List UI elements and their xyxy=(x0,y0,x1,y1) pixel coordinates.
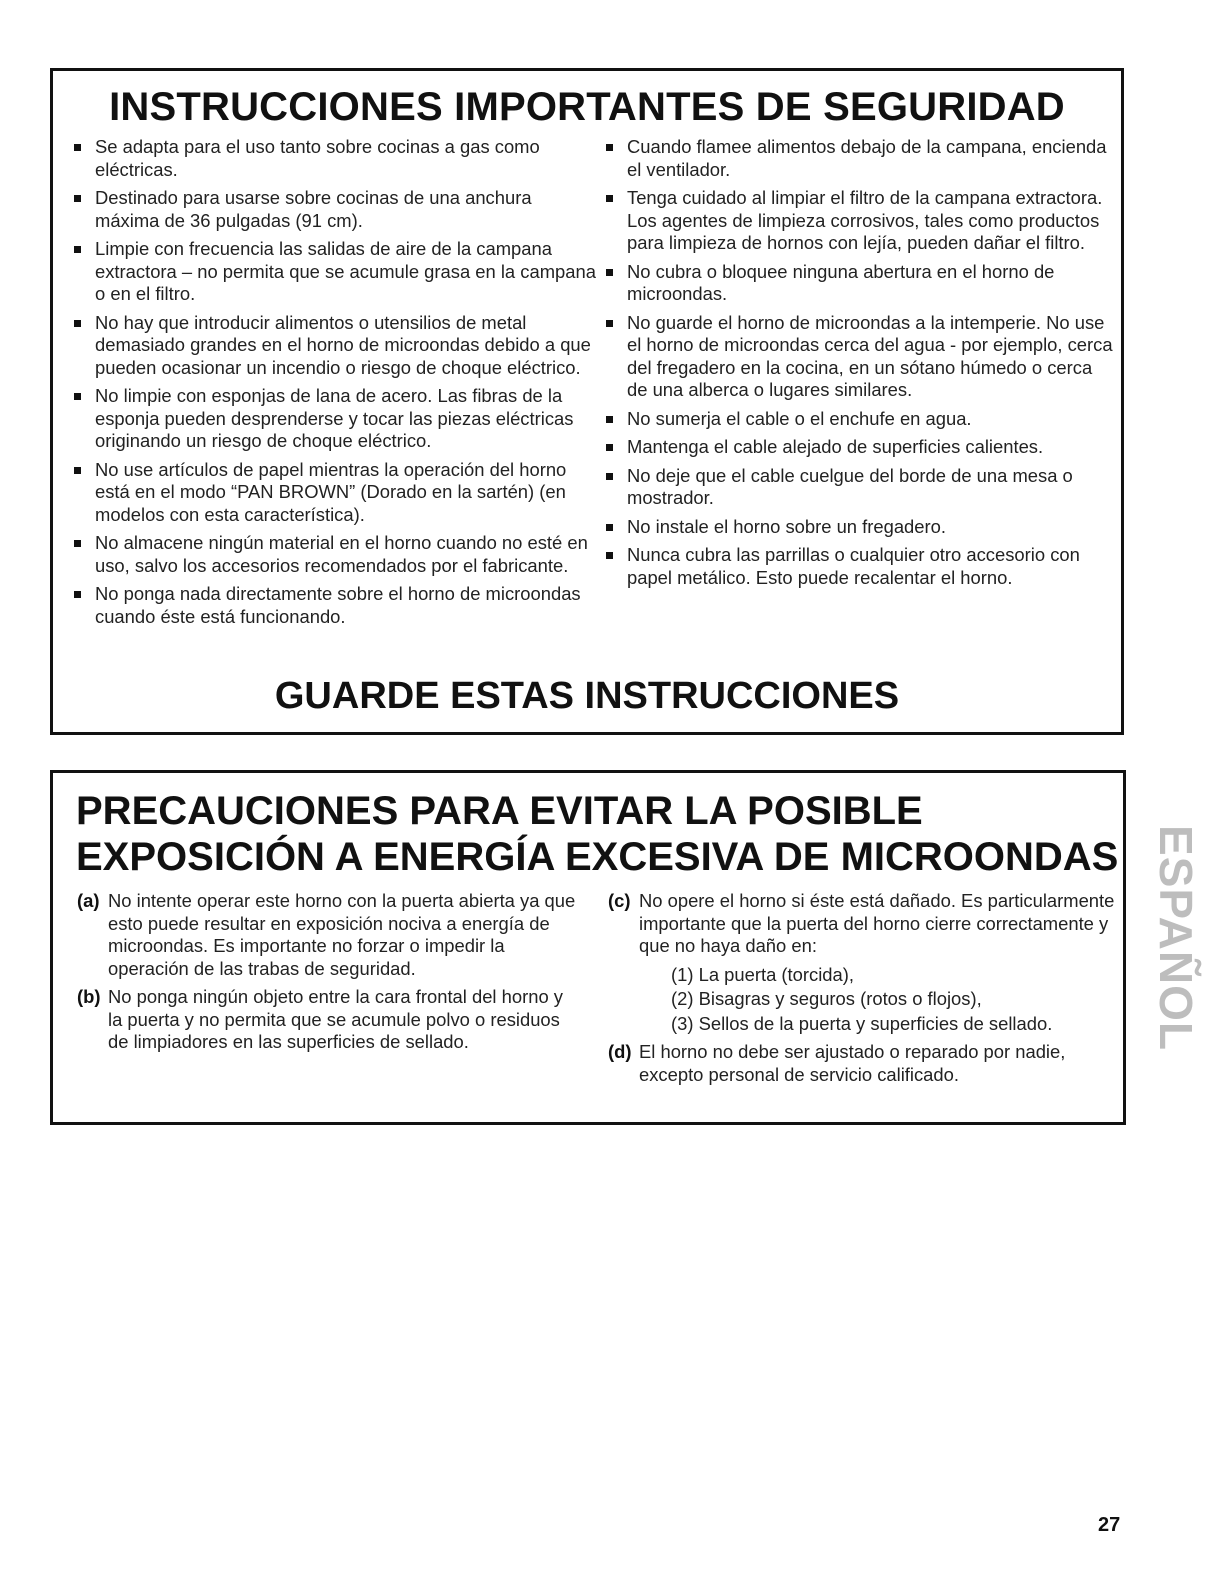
list-item: No limpie con esponjas de lana de acero. Las fibras de la esponja pueden desprenderse y tocar las piezas eléctricas originando un riesgo de choque eléctrico. xyxy=(71,385,601,453)
bullet-icon xyxy=(606,524,613,531)
list-item: Nunca cubra las parrillas o cualquier otro accesorio con papel metálico. Esto puede recalentar el horno. xyxy=(603,544,1113,589)
item-label: (a) xyxy=(77,890,100,911)
precautions-title xyxy=(76,788,1118,880)
bullet-icon xyxy=(74,393,81,400)
precautions-title-line1: PRECAUCIONES PARA EVITAR LA POSIBLE xyxy=(76,789,923,833)
bullet-icon xyxy=(74,591,81,598)
sub-list-item: (2) Bisagras y seguros (rotos o flojos), xyxy=(671,988,982,1009)
save-instructions-heading: GUARDE ESTAS INSTRUCCIONES xyxy=(274,675,900,717)
safety-instructions-box xyxy=(50,68,1124,735)
bullet-icon xyxy=(606,144,613,151)
precaution-item-b: (b) No ponga ningún objeto entre la cara frontal del horno y la puerta y no permita que se acumule polvo o residuos de limpiadores en las superficies de sellado. xyxy=(77,986,563,1052)
bullet-icon xyxy=(606,320,613,327)
bullet-icon xyxy=(74,320,81,327)
precautions-box xyxy=(50,770,1126,1125)
language-side-tab xyxy=(1150,815,1203,1060)
list-item: No cubra o bloquee ninguna abertura en el horno de microondas. xyxy=(603,261,1113,306)
precautions-right-column xyxy=(608,890,1118,1092)
bullet-icon xyxy=(74,195,81,202)
list-item: Cuando flamee alimentos debajo de la campana, encienda el ventilador. xyxy=(603,136,1113,181)
sub-list-item: (3) Sellos de la puerta y superficies de sellado. xyxy=(671,1012,1053,1034)
page-number: 27 xyxy=(1098,1514,1121,1536)
list-item: No guarde el horno de microondas a la intemperie. No use el horno de microondas cerca del agua - por ejemplo, cerca del fregadero en la cocina, en un sótano húmedo o cerca de una alberca o lugares similares. xyxy=(603,312,1113,402)
bullet-icon xyxy=(606,416,613,423)
list-item: No use artículos de papel mientras la operación del horno está en el modo “PAN BROWN” (Dorado en la sartén) (en modelos con esta característica). xyxy=(71,459,601,527)
bullet-icon xyxy=(606,473,613,480)
item-label: (c) xyxy=(608,890,631,911)
bullet-icon xyxy=(74,540,81,547)
list-item: Se adapta para el uso tanto sobre cocinas a gas como eléctricas. xyxy=(71,136,601,181)
list-item: No instale el horno sobre un fregadero. xyxy=(603,516,1113,539)
precautions-left-column xyxy=(77,890,577,1060)
precaution-item-d: (d) El horno no debe ser ajustado o reparado por nadie, excepto personal de servicio calificado. xyxy=(608,1041,1066,1085)
safety-left-column xyxy=(71,136,601,634)
bullet-icon xyxy=(606,195,613,202)
bullet-icon xyxy=(606,444,613,451)
list-item: Mantenga el cable alejado de superficies calientes. xyxy=(603,436,1113,459)
bullet-icon xyxy=(606,269,613,276)
list-item: Tenga cuidado al limpiar el filtro de la campana extractora. Los agentes de limpieza corrosivos, tales como productos para limpieza de hornos con lejía, pueden dañar el filtro. xyxy=(603,187,1113,255)
list-item: Destinado para usarse sobre cocinas de una anchura máxima de 36 pulgadas (91 cm). xyxy=(71,187,601,232)
list-item: No deje que el cable cuelgue del borde de una mesa o mostrador. xyxy=(603,465,1113,510)
item-label: (b) xyxy=(77,986,101,1007)
list-item: No almacene ningún material en el horno cuando no esté en uso, salvo los accesorios recomendados por el fabricante. xyxy=(71,532,601,577)
safety-title: INSTRUCCIONES IMPORTANTES DE SEGURIDAD xyxy=(109,85,1065,129)
precaution-item-c: (c) No opere el horno si éste está dañado. Es particularmente importante que la puerta del horno cierre correctamente y que no haya daño en: (1) La puerta (torcida), (2) Bisagras y seguros (rotos o flojos), (3) Sellos de la puerta y superficies de sellado. xyxy=(608,890,1118,1035)
language-label: ESPAÑOL xyxy=(1150,824,1203,1051)
list-item: No sumerja el cable o el enchufe en agua. xyxy=(603,408,1113,431)
sub-list-item: (1) La puerta (torcida), xyxy=(671,963,854,985)
precautions-title-line2: EXPOSICIÓN A ENERGÍA EXCESIVA DE MICROONDAS xyxy=(76,835,1119,879)
bullet-icon xyxy=(74,144,81,151)
bullet-icon xyxy=(606,552,613,559)
list-item: No hay que introducir alimentos o utensilios de metal demasiado grandes en el horno de microondas debido a que pueden ocasionar un incendio o riesgo de choque eléctrico. xyxy=(71,312,601,380)
list-item: Limpie con frecuencia las salidas de aire de la campana extractora – no permita que se acumule grasa en la campana o en el filtro. xyxy=(71,238,601,306)
list-item: No ponga nada directamente sobre el horno de microondas cuando éste está funcionando. xyxy=(71,583,601,628)
bullet-icon xyxy=(74,467,81,474)
item-label: (d) xyxy=(608,1041,632,1062)
bullet-icon xyxy=(74,246,81,253)
damage-sublist xyxy=(639,964,1118,1036)
safety-right-column xyxy=(603,136,1113,595)
precaution-item-a: (a) No intente operar este horno con la puerta abierta ya que esto puede resultar en exposición nociva a energía de microondas. Es importante no forzar o impedir la operación de las trabas de seguridad. xyxy=(77,890,576,979)
